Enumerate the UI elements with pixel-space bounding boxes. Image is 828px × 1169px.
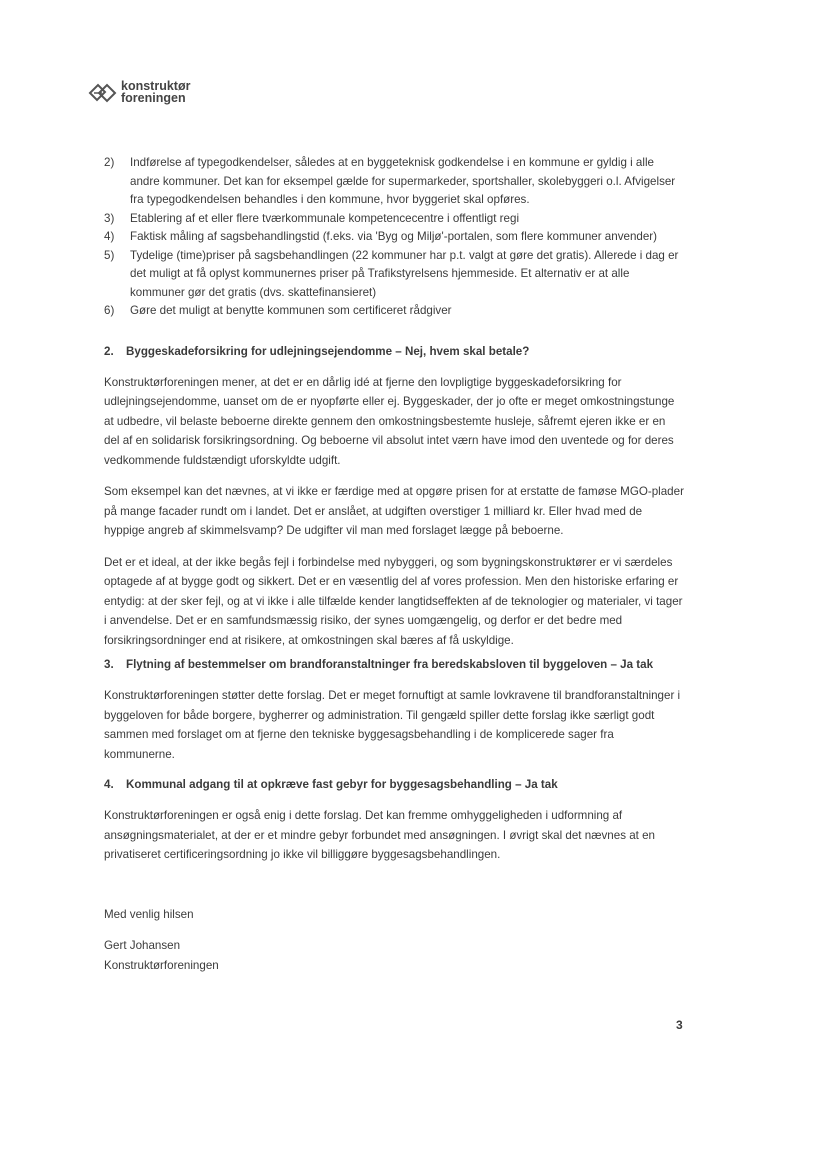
list-item — [104, 154, 684, 210]
list-item-number: 5) — [104, 248, 115, 262]
section-title: Kommunal adgang til at opkræve fast gebyr for byggesagsbehandling – Ja tak — [126, 778, 558, 791]
list-item-text: Etablering af et eller flere tværkommunale kompetencecentre i offentligt regi — [130, 211, 520, 225]
logo-text — [121, 80, 190, 104]
page-number: 3 — [676, 1018, 683, 1032]
signatory-organization: Konstruktørforeningen — [104, 958, 219, 972]
section-heading — [104, 343, 684, 361]
paragraph: Konstruktørforeningen er også enig i dette forslag. Det kan fremme omhyggeligheden i udformning af ansøgningsmaterialet, at der er et mindre gebyr forbundet med ansøgningen. I øvrigt skal det nævnes at en privatiseret certificeringsordning jo ikke vil billiggøre byggesagsbehandlingen. — [104, 809, 655, 861]
proposal-list — [104, 154, 684, 321]
section-heading — [104, 776, 684, 794]
letter-body — [104, 154, 684, 975]
logo-line-1: konstruktør — [121, 79, 191, 93]
list-item-number: 3) — [104, 211, 115, 225]
section-number: 4. — [104, 778, 114, 791]
logo-line-2: foreningen — [121, 91, 186, 105]
paragraph: Konstruktørforeningen støtter dette forslag. Det er meget fornuftigt at samle lovkravene til brandforanstaltninger i byggeloven for både borgere, bygherrer og administration. Til gengæld spiller dette forslag ikke særligt godt sammen med forslaget om at fjerne den tekniske byggesagsbehandling i de komplicerede sager fra kommunerne. — [104, 689, 681, 761]
list-item — [104, 247, 684, 303]
konstruktor-logo-icon — [88, 80, 118, 104]
paragraph: Som eksempel kan det nævnes, at vi ikke er færdige med at opgøre prisen for at erstatte de famøse MGO-plader på mange facader rundt om i landet. Det er anslået, at udgiften overstiger 1 milliard kr. Eller hvad med de hyppige angreb af skimmelsvamp? De udgifter vil man med forslaget lægge på beboerne. — [104, 485, 684, 537]
logo — [88, 80, 190, 104]
list-item-number: 2) — [104, 156, 115, 169]
list-item — [104, 302, 684, 321]
section-number: 3. — [104, 658, 114, 671]
list-item-text: Tydelige (time)priser på sagsbehandlingen (22 kommuner har p.t. valgt at gøre det gratis). Allerede i dag er det muligt at få oplyst kommunernes priser på Trafikstyrelsens hjemmeside. Et alternativ er at alle kommuner gør det gratis (dvs. skattefinansieret) — [130, 248, 679, 299]
section-heading — [104, 656, 684, 674]
signatory-name: Gert Johansen — [104, 939, 181, 952]
list-item-text: Indførelse af typegodkendelser, således at en byggeteknisk godkendelse i en kommune er gyldig i alle andre kommuner. Det kan for eksempel gælde for supermarkeder, sportshaller, skolebyggeri o.l. Afvigelser fra typegodkendelsen behandles i den kommune, hvor byggeriet skal opføres. — [130, 156, 676, 206]
paragraph: Konstruktørforeningen mener, at det er en dårlig idé at fjerne den lovpligtige byggeskadeforsikring for udlejningsejendomme, uanset om de er nyopførte eller ej. Byggeskader, der jo ofte er meget omkostningstunge at udbedre, vil belaste beboerne direkte gennem den omkostningsbestemte husleje, såfremt ejeren ikke er en del af en solidarisk forsikringsordning. Og beboerne vil absolut intet værn have imod den uventede og for deres vedkommende fuldstændigt uforskyldte udgift. — [104, 375, 675, 467]
section-title: Byggeskadeforsikring for udlejningsejendomme – Nej, hvem skal betale? — [126, 344, 530, 358]
list-item-text: Faktisk måling af sagsbehandlingstid (f.eks. via 'Byg og Miljø'-portalen, som flere kommuner anvender) — [130, 230, 658, 243]
list-item-text: Gøre det muligt at benytte kommunen som certificeret rådgiver — [130, 304, 452, 317]
section-number: 2. — [104, 344, 114, 358]
list-item — [104, 228, 684, 247]
list-item-number: 6) — [104, 304, 115, 317]
list-item — [104, 210, 684, 229]
section-title: Flytning af bestemmelser om brandforanstaltninger fra beredskabsloven til byggeloven – Ja tak — [126, 658, 654, 671]
closing-greeting: Med venlig hilsen — [104, 907, 194, 921]
list-item-number: 4) — [104, 230, 115, 243]
paragraph: Det er et ideal, at der ikke begås fejl i forbindelse med nybyggeri, og som bygningskonstruktører er vi særdeles optagede af at bygge godt og sikkert. Det er en væsentlig del af vores profession. Men den historiske erfaring er entydig: at der sker fejl, og at vi ikke i alle tilfælde kender langtidseffekten af de teknologier og materialer, vi tager i anvendelse. Det er en samfundsmæssig risiko, der synes uomgængelig, og derfor er det bedre med forsikringsordninger end at risikere, at omkostningen skal bæres af få uskyldige. — [104, 555, 683, 647]
